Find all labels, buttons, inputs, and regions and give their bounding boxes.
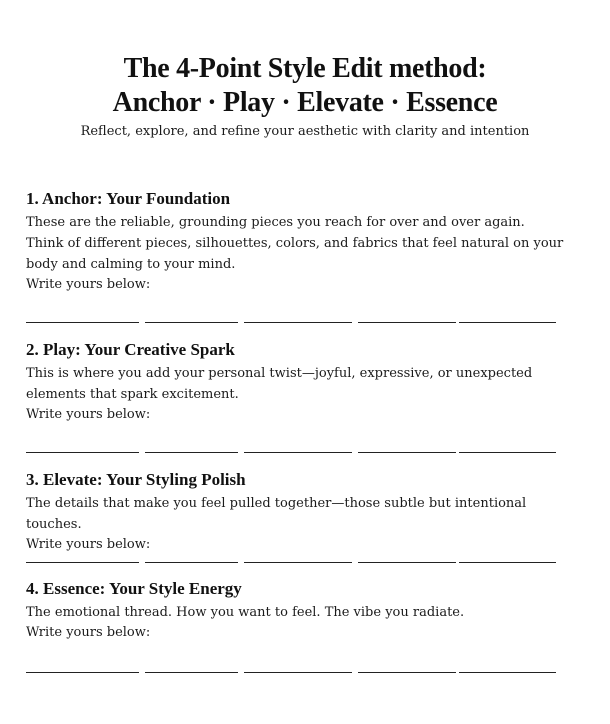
- section-title: 1. Anchor: Your Foundation: [26, 189, 231, 208]
- blank-line[interactable]: [145, 321, 238, 323]
- writing-blanks-elevate[interactable]: [26, 561, 558, 563]
- blank-line[interactable]: [459, 561, 556, 563]
- writing-blanks-play[interactable]: [26, 451, 558, 453]
- write-prompt: Write yours below:: [26, 277, 151, 292]
- blank-line[interactable]: [244, 321, 352, 323]
- section-title: 2. Play: Your Creative Spark: [26, 340, 235, 359]
- page-subtitle: Reflect, explore, and refine your aesthetic with clarity and intention: [80, 124, 530, 139]
- page-title-line-2: Anchor · Play · Elevate · Essence: [112, 87, 498, 118]
- blank-line[interactable]: [459, 671, 556, 673]
- blank-line[interactable]: [26, 321, 139, 323]
- blank-line[interactable]: [244, 671, 352, 673]
- section-description: These are the reliable, grounding pieces you reach for over and over again. Think of different pieces, silhouettes, colors, and fabrics that feel natural on your body and calming to your mind.: [26, 215, 564, 272]
- write-prompt: Write yours below:: [26, 625, 151, 640]
- blank-line[interactable]: [459, 451, 556, 453]
- page-title-line-1: The 4-Point Style Edit method:: [123, 53, 487, 84]
- write-prompt: Write yours below:: [26, 407, 151, 422]
- blank-line[interactable]: [459, 321, 556, 323]
- blank-line[interactable]: [145, 451, 238, 453]
- blank-line[interactable]: [145, 671, 238, 673]
- writing-blanks-anchor[interactable]: [26, 321, 558, 323]
- section-description: This is where you add your personal twist—joyful, expressive, or unexpected elements that spark excitement.: [26, 366, 533, 402]
- blank-line[interactable]: [26, 671, 139, 673]
- section-title: 3. Elevate: Your Styling Polish: [26, 470, 246, 489]
- section-description: The emotional thread. How you want to feel. The vibe you radiate.: [26, 605, 465, 620]
- write-prompt: Write yours below:: [26, 537, 151, 552]
- section-essence: [26, 579, 566, 643]
- blank-line[interactable]: [26, 451, 139, 453]
- writing-blanks-essence[interactable]: [26, 671, 558, 673]
- section-description: The details that make you feel pulled together—those subtle but intentional touches.: [26, 496, 527, 532]
- blank-line[interactable]: [358, 561, 456, 563]
- blank-line[interactable]: [358, 671, 456, 673]
- blank-line[interactable]: [244, 451, 352, 453]
- blank-line[interactable]: [358, 321, 456, 323]
- section-elevate: [26, 470, 566, 555]
- blank-line[interactable]: [145, 561, 238, 563]
- blank-line[interactable]: [358, 451, 456, 453]
- blank-line[interactable]: [26, 561, 139, 563]
- blank-line[interactable]: [244, 561, 352, 563]
- section-play: [26, 340, 566, 425]
- section-title: 4. Essence: Your Style Energy: [26, 579, 242, 598]
- section-anchor: [26, 189, 566, 295]
